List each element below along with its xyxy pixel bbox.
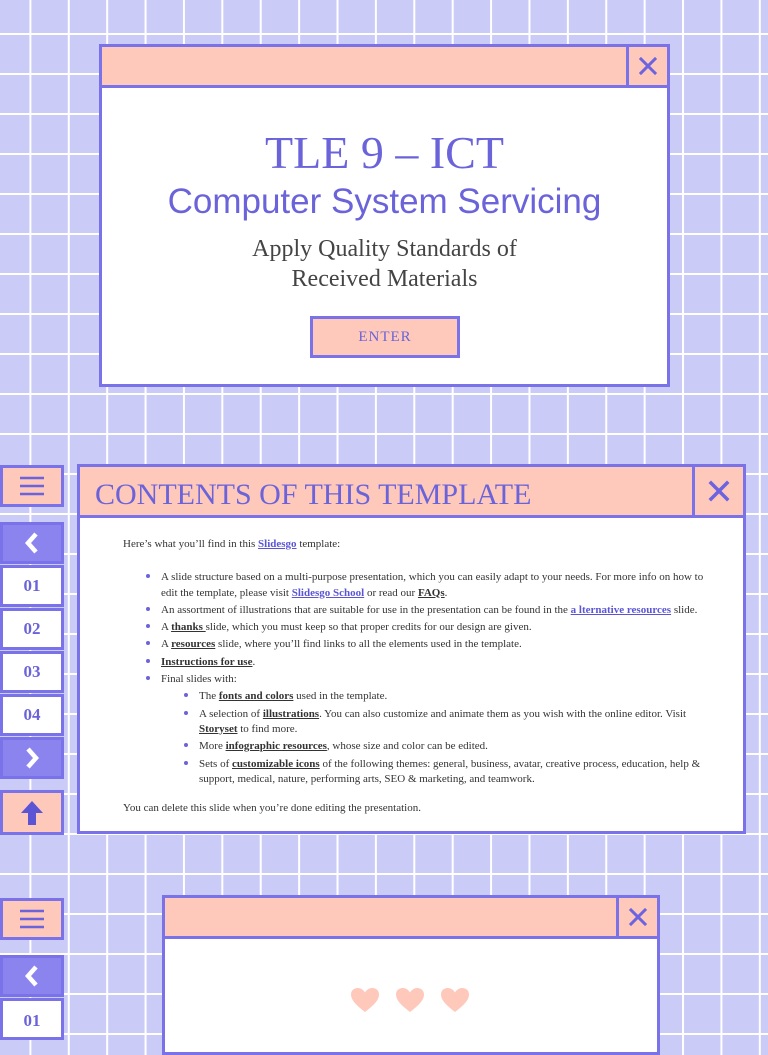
page-subtitle: Computer System Servicing	[167, 182, 602, 221]
nav-item-04[interactable]: 04	[0, 694, 64, 736]
resources-link[interactable]: resources	[171, 638, 216, 651]
close-icon	[638, 56, 658, 76]
contents-window	[77, 464, 746, 834]
list-item: • Instructions for use.	[161, 653, 715, 670]
sub-list-item: • Sets of customizable icons of the following themes: general, business, avatar, creative process, education, help & support, medical, nature, performing arts, SEO & marketing, and teamwork.	[199, 755, 715, 788]
arrow-up-icon	[19, 799, 45, 827]
storyset-link[interactable]: Storyset	[199, 722, 238, 735]
title-bar	[102, 47, 667, 88]
sub-list	[161, 687, 715, 787]
list-item: • A thanks slide, which you must keep so that proper credits for our design are given.	[161, 618, 715, 635]
close-button[interactable]	[692, 467, 743, 515]
heart-icon	[395, 987, 425, 1013]
page-description	[102, 234, 667, 294]
customizable-icons-link[interactable]: customizable icons	[232, 757, 320, 770]
chevron-left-icon	[23, 531, 41, 555]
close-icon	[628, 907, 648, 927]
list-item: • A resources slide, where you’ll find links to all the elements used in the template.	[161, 635, 715, 652]
alternative-resources-link[interactable]: a lternative resources	[570, 603, 672, 616]
scroll-top-button[interactable]	[0, 790, 64, 835]
thanks-link[interactable]: thanks	[171, 621, 206, 634]
title-bar	[165, 898, 657, 939]
title-slide-window	[99, 44, 670, 387]
prev-button[interactable]	[0, 522, 64, 564]
nav-item-01[interactable]: 01	[0, 565, 64, 607]
contents-title: CONTENTS OF THIS TEMPLATE	[95, 478, 532, 511]
list-item: • Final slides with: • The fonts and colors used in the template. • A selection of illustrations. You can also customize and animate them as you wish with the online editor. Visit Storyset to find more. • More infographic resources, whose size and color can be edited. • Sets of customizable icons of the following themes: general, business, avatar, creative process, education, help & support, medical, nature, performing arts, SEO & marketing, and teamwork.	[161, 670, 715, 787]
faqs-link[interactable]: FAQs	[417, 586, 445, 599]
slide-window	[162, 895, 660, 1055]
illustrations-link[interactable]: illustrations	[262, 707, 320, 720]
menu-button[interactable]	[0, 465, 64, 507]
slidesgo-school-link[interactable]: Slidesgo School	[291, 586, 365, 599]
close-button[interactable]	[616, 898, 657, 936]
menu-button[interactable]	[0, 898, 64, 940]
next-button[interactable]	[0, 737, 64, 779]
enter-button[interactable]: ENTER	[310, 316, 460, 358]
instructions-link[interactable]: Instructions for use	[161, 655, 253, 668]
list-item: • A slide structure based on a multi-purpose presentation, which you can easily adapt to your needs. For more info on how to edit the template, please visit Slidesgo School or read our FAQs.	[161, 568, 715, 601]
slidesgo-link[interactable]: Slidesgo	[258, 538, 297, 550]
page-title: TLE 9 – ICT	[265, 127, 504, 178]
contents-body	[123, 537, 715, 816]
infographic-resources-link[interactable]: infographic resources	[225, 740, 327, 753]
title-bar	[80, 467, 743, 518]
hamburger-menu-icon	[18, 475, 46, 497]
close-icon	[707, 479, 731, 503]
nav-item-01[interactable]: 01	[0, 998, 64, 1040]
prev-button[interactable]	[0, 955, 64, 997]
sub-list-item: • The fonts and colors used in the template.	[199, 687, 715, 704]
hearts-decoration	[350, 987, 470, 1013]
sub-list-item: • A selection of illustrations. You can also customize and animate them as you wish with the online editor. Visit Storyset to find more.	[199, 705, 715, 738]
contents-list	[123, 568, 715, 787]
heart-icon	[350, 987, 380, 1013]
description-line-2: Received Materials	[291, 266, 478, 292]
sub-list-item: • More infographic resources, whose size and color can be edited.	[199, 737, 715, 754]
chevron-right-icon	[23, 746, 41, 770]
hamburger-menu-icon	[18, 908, 46, 930]
nav-item-02[interactable]: 02	[0, 608, 64, 650]
close-button[interactable]	[626, 47, 667, 85]
nav-item-03[interactable]: 03	[0, 651, 64, 693]
footer-text: You can delete this slide when you’re done editing the presentation.	[123, 802, 421, 815]
fonts-colors-link[interactable]: fonts and colors	[218, 690, 294, 703]
description-line-1: Apply Quality Standards of	[252, 236, 517, 262]
list-item: • An assortment of illustrations that are suitable for use in the presentation can be found in the a lternative resources slide.	[161, 601, 715, 618]
heart-icon	[440, 987, 470, 1013]
chevron-left-icon	[23, 964, 41, 988]
intro-text: Here’s what you’ll find in this Slidesgo template:	[123, 538, 341, 550]
